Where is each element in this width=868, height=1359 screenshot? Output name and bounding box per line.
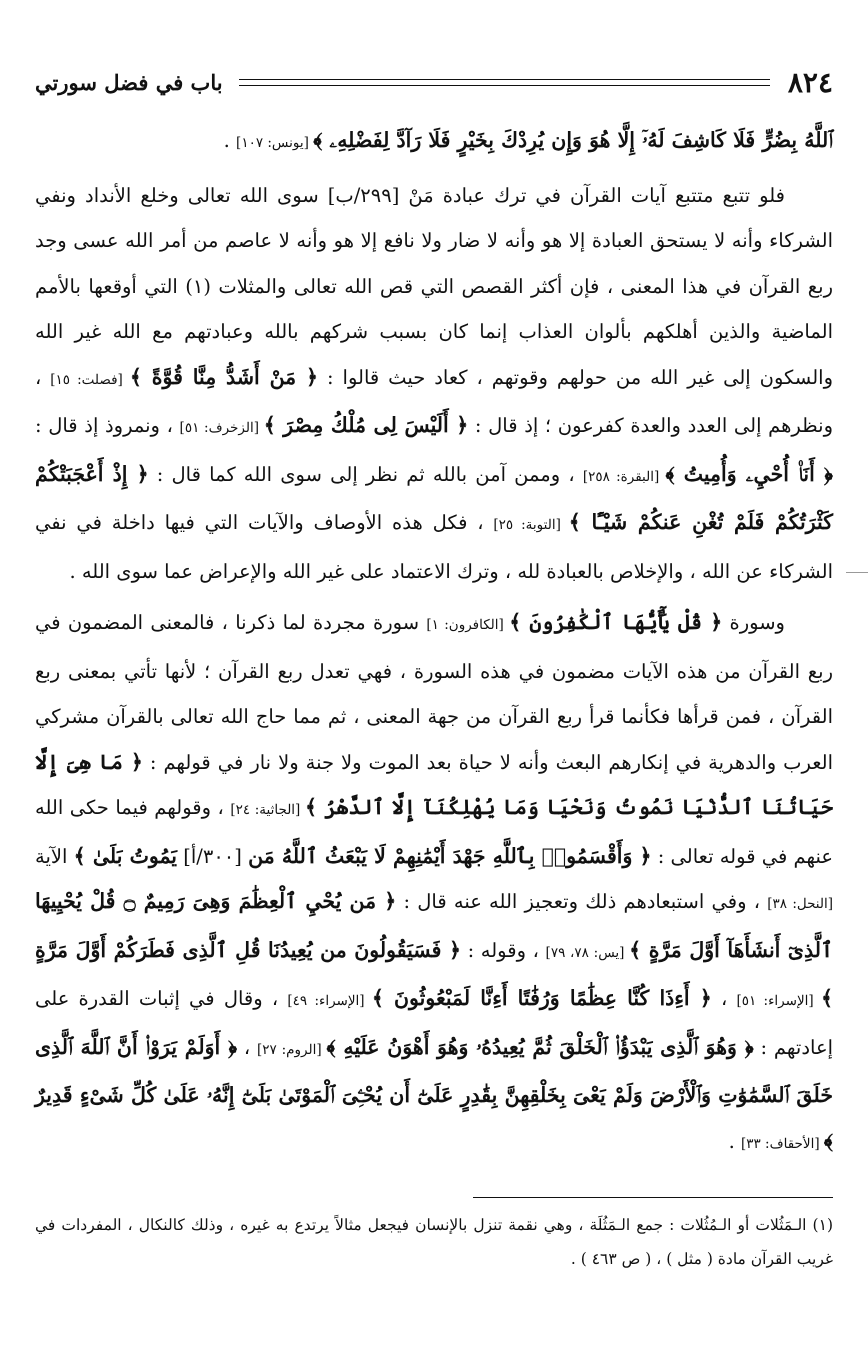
quran-verse: ﴿ مَا هِىَ إِلَّا حَيَاتُنَا ٱلدُّنْيَا نَمُوتُ وَنَحْيَا وَمَا يُهْلِكُنَآ إِلَّا ٱلدَّهْرُ ﴾: [35, 749, 833, 819]
quran-verse: ﴿ فَسَيَقُولُونَ من يُعِيدُنَا قُلِ ٱلَّذِى فَطَرَكُمْ أَوَّلَ مَرَّةٍ ﴾: [35, 937, 833, 1010]
verse-reference: [الجاثية: ٢٤]: [230, 802, 305, 818]
text-run: ، ونظرهم إلى العدد والعدة كفرعون ؛ إذ قال :: [35, 365, 834, 437]
text-run: ، وفي استبعادهم ذلك وتعجيز الله عنه قال :: [396, 890, 768, 913]
quran-verse: يَمُوتُ بَلَىٰ ﴾: [73, 843, 178, 868]
verse-reference: [يس: ٧٨، ٧٩]: [545, 944, 630, 961]
text-run: فلو تتبع متتبع آيات القرآن في ترك عبادة مَنْ [٢٩٩/ب] سوى الله تعالى وخلع الأنداد ونفي الشركاء وأنه لا يستحق العبادة إلا هو وأنه لا ضار ولا نافع إلا هو وأنه لا عاصم من أمر الله عسى وجد ربع القرآن في هذا المعنى ، فإن أكثر القصص التي قص الله تعالى والمثلات (١) التي أوقعها بالأمم الماضية والذين أهلكهم بألوان العذاب إنما كان بسبب شركهم بالله وعبادتهم مع الله غير الله والسكون إلى غير الله من حولهم وقوتهم ، كعاد حيث قالوا :: [35, 183, 833, 389]
verse-reference: [الأحقاف: ٣٣]: [740, 1135, 824, 1152]
text-run: وسورة: [722, 611, 785, 634]
verse-reference: [التوبة: ٢٥]: [493, 517, 569, 533]
text-run: ، ونمروذ إذ قال :: [35, 414, 180, 437]
text-run: ، فكل هذه الأوصاف والآيات التي فيها داخلة في نفي الشركاء عن الله ، والإخلاص بالعبادة لله ، وترك الاعتماد على غير الله والإعراض عما سوى الله .: [35, 511, 833, 583]
verse-reference: [يونس: ١٠٧]: [236, 135, 314, 151]
verse-reference: [فصلت: ١٥]: [50, 371, 130, 388]
quran-verse: ﴿ مَن يُحْيِ ٱلْعِظَٰمَ وَهِىَ رَمِيمٌ ۝ قُلْ يُحْيِيهَا ٱلَّذِىٓ أَنشَأَهَآ أَوَّلَ مَرَّةٍ ﴾: [35, 889, 833, 962]
text-run: .: [223, 129, 237, 152]
quran-verse: ﴿ أَنَا۠ أُحْيِۦ وَأُمِيتُ ﴾: [665, 461, 833, 486]
paragraph: [35, 173, 833, 595]
page-number: ٨٢٤: [787, 65, 833, 99]
verse-reference: [الروم: ٢٧]: [256, 1041, 327, 1058]
quran-verse: ﴿ مَنْ أَشَدُّ مِنَّا قُوَّةً ﴾: [129, 364, 319, 389]
paragraph: [35, 600, 833, 1167]
verse-reference: [الكافرون: ١]: [426, 617, 510, 633]
quran-verse: ﴿ وَأَقْسَمُوا۟ بِٱللَّهِ جَهْدَ أَيْمَٰنِهِمْ لَا يَبْعَثُ ٱللَّهُ مَن: [248, 843, 652, 868]
text-run: ، وقال في إثبات القدرة على إعادتهم :: [35, 987, 833, 1059]
text-run: ، وقولهم فيما حكى الله عنهم في قوله تعالى :: [35, 796, 834, 868]
margin-mark: [846, 572, 868, 573]
text-run: [٣٠٠/أ]: [177, 844, 249, 868]
footnotes: [35, 1208, 833, 1276]
verse-reference: [الإسراء: ٥١]: [736, 993, 821, 1009]
quran-verse: ٱللَّهُ بِضُرٍّ فَلَا كَاشِفَ لَهُۥٓ إِلَّا هُوَ وَإِن يُرِدْكَ بِخَيْرٍ فَلَا رَآدَّ لِفَضْلِهِۦ ﴾: [313, 128, 833, 152]
text-run: ، وممن آمن بالله ثم نظر إلى سوى الله كما قال :: [148, 462, 583, 486]
verse-reference: [البقرة: ٢٥٨]: [582, 468, 666, 485]
paragraph: [35, 118, 833, 167]
chapter-title: باب في فضل سورتي: [35, 69, 223, 95]
main-text: [35, 118, 833, 1167]
footnote: (١) الـمَثُلات أو الـمُثُلات : جمع الـمَثُلَة ، وهي نقمة تنزل بالإنسان فيجعل مثالاً يرتدع به غيره ، وذلك كالنكال ، المفردات في غريب القرآن مادة ( مثل ) ، ( ص ٤٦٣ ) .: [35, 1216, 833, 1268]
header-rule: [239, 79, 770, 86]
quran-verse: ﴿ قُلْ يَٰٓأَيُّهَا ٱلْكَٰفِرُونَ ﴾: [509, 610, 723, 634]
quran-verse: ﴿ أَءِذَا كُنَّا عِظَٰمًا وَرُفَٰتًا أَءِنَّا لَمَبْعُوثُونَ ﴾: [371, 986, 712, 1010]
quran-verse: ﴿ أَلَيْسَ لِى مُلْكُ مِصْرَ ﴾: [263, 413, 469, 437]
quran-verse: ﴿ وَهُوَ ٱلَّذِى يَبْدَؤُا۟ ٱلْخَلْقَ ثُمَّ يُعِيدُهُۥ وَهُوَ أَهْوَنُ عَلَيْهِ ﴾: [326, 1034, 754, 1059]
text-run: الآية: [35, 844, 74, 868]
page-header: [35, 62, 833, 102]
footnote-separator: [473, 1197, 833, 1198]
verse-reference: [الإسراء: ٤٩]: [287, 993, 372, 1009]
text-run: سورة مجردة لما ذكرنا ، فالمعنى المضمون في ربع القرآن من هذه الآيات مضمون في هذه السورة ، فهي تعدل ربع القرآن ؛ لأنها تأتي بمعنى ربع القرآن ، فمن قرأها فكأنما قرأ ربع القرآن من جهة المعنى ، ثم مما حاج الله تعالى بالقرآن مشركي العرب والدهرية في إنكارهم البعث وأنه لا حياة بعد الموت ولا جنة ولا نار في قولهم :: [35, 611, 833, 774]
text-run: ،: [711, 987, 737, 1010]
quran-verse: ﴿ إِذْ أَعْجَبَتْكُمْ كَثْرَتُكُمْ فَلَمْ تُغْنِ عَنكُمْ شَيْـًٔا ﴾: [35, 461, 833, 534]
text-run: ،: [237, 1035, 257, 1059]
text-run: ، وقوله :: [460, 938, 546, 962]
text-run: .: [728, 1129, 741, 1153]
quran-verse: ﴿ أَوَلَمْ يَرَوْا۟ أَنَّ ٱللَّهَ ٱلَّذِى خَلَقَ ٱلسَّمَٰوَٰتِ وَٱلْأَرْضَ وَلَمْ يَعْىَ بِخَلْقِهِنَّ بِقَٰدِرٍ عَلَىٰٓ أَن يُحْـِۧىَ ٱلْمَوْتَىٰ بَلَىٰٓ إِنَّهُۥ عَلَىٰ كُلِّ شَىْءٍ قَدِيرٌ ﴾: [35, 1034, 833, 1153]
verse-reference: [الزخرف: ٥١]: [179, 420, 264, 436]
verse-reference: [النحل: ٣٨]: [767, 896, 834, 912]
